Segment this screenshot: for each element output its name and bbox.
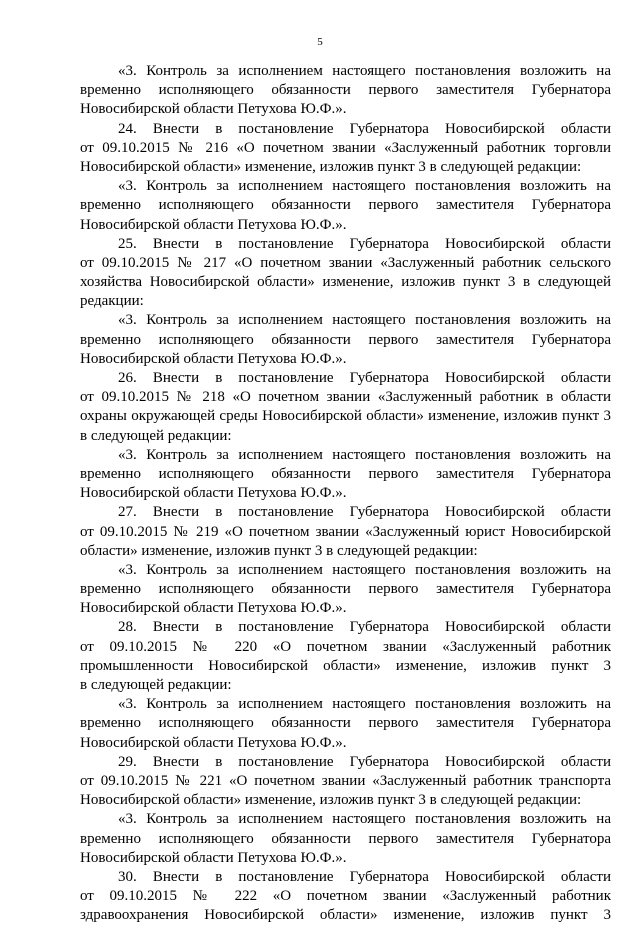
text-line: Новосибирской области Петухова Ю.Ф.». [80, 350, 347, 367]
text-line: от 09.10.2015 № 217 «О почетном звании «Заслуженный работник сельского [80, 254, 611, 271]
text-line: 27. Внести в постановление Губернатора Новосибирской области [118, 504, 611, 521]
page-number: 5 [317, 36, 323, 48]
text-line: от 09.10.2015 № 218 «О почетном звании «Заслуженный работник в области [80, 389, 611, 406]
text-line: хозяйства Новосибирской области» изменение, изложив пункт 3 в следующей [80, 274, 611, 291]
text-line: Новосибирской области» изменение, изложив пункт 3 в следующей редакции: [80, 158, 582, 175]
text-line: временно исполняющего обязанности первого заместителя Губернатора [80, 331, 611, 348]
text-line: Новосибирской области Петухова Ю.Ф.». [80, 216, 347, 233]
text-line: временно исполняющего обязанности первого заместителя Губернатора [80, 715, 611, 732]
text-line: Новосибирской области Петухова Ю.Ф.». [80, 734, 347, 751]
text-line: 30. Внести в постановление Губернатора Новосибирской области [118, 868, 611, 885]
text-line: временно исполняющего обязанности первого заместителя Губернатора [80, 830, 611, 847]
text-line: «3. Контроль за исполнением настоящего постановления возложить на [118, 63, 611, 79]
document-body [80, 62, 611, 925]
text-line: временно исполняющего обязанности первого заместителя Губернатора [80, 581, 611, 598]
text-line: «3. Контроль за исполнением настоящего постановления возложить на [118, 811, 611, 828]
text-line: 29. Внести в постановление Губернатора Новосибирской области [118, 753, 611, 770]
text-line: в следующей редакции: [80, 677, 232, 693]
text-line: Новосибирской области Петухова Ю.Ф.». [80, 600, 347, 617]
text-line: Новосибирской области» изменение, изложив пункт 3 в следующей редакции: [80, 792, 582, 809]
text-line: «3. Контроль за исполнением настоящего постановления возложить на [118, 446, 611, 463]
text-line: редакции: [80, 293, 144, 310]
text-line: от 09.10.2015 № 220 «О почетном звании «Заслуженный работник [80, 638, 611, 655]
text-line: 28. Внести в постановление Губернатора Новосибирской области [118, 619, 611, 636]
text-line: «3. Контроль за исполнением настоящего постановления возложить на [118, 178, 611, 195]
text-line: «3. Контроль за исполнением настоящего постановления возложить на [118, 696, 611, 713]
text-line: здравоохранения Новосибирской области» изменение, изложив пункт 3 [80, 907, 611, 924]
text-line: от 09.10.2015 № 216 «О почетном звании «Заслуженный работник торговли [80, 139, 611, 156]
text-line: 25. Внести в постановление Губернатора Новосибирской области [118, 235, 611, 252]
text-line: «3. Контроль за исполнением настоящего постановления возложить на [118, 561, 611, 578]
text-line: 26. Внести в постановление Губернатора Новосибирской области [118, 370, 611, 386]
text-line: от 09.10.2015 № 222 «О почетном звании «Заслуженный работник [80, 888, 611, 905]
text-line: временно исполняющего обязанности первого заместителя Губернатора [80, 82, 611, 99]
text-line: Новосибирской области Петухова Ю.Ф.». [80, 101, 347, 118]
text-line: охраны окружающей среды Новосибирской области» изменение, изложив пункт 3 [80, 408, 611, 425]
text-line: 24. Внести в постановление Губернатора Новосибирской области [118, 120, 611, 137]
text-line: в следующей редакции: [80, 427, 232, 444]
text-line: Новосибирской области Петухова Ю.Ф.». [80, 849, 347, 866]
text-line: от 09.10.2015 № 221 «О почетном звании «Заслуженный работник транспорта [80, 772, 611, 789]
text-line: временно исполняющего обязанности первого заместителя Губернатора [80, 465, 611, 482]
text-line: временно исполняющего обязанности первого заместителя Губернатора [80, 197, 611, 214]
text-line: «3. Контроль за исполнением настоящего постановления возложить на [118, 312, 611, 329]
text-line: области» изменение, изложив пункт 3 в следующей редакции: [80, 542, 478, 559]
text-line: промышленности Новосибирской области» изменение, изложив пункт 3 [80, 657, 611, 674]
text-line: от 09.10.2015 № 219 «О почетном звании «Заслуженный юрист Новосибирской [80, 523, 611, 540]
text-line: Новосибирской области Петухова Ю.Ф.». [80, 485, 347, 502]
